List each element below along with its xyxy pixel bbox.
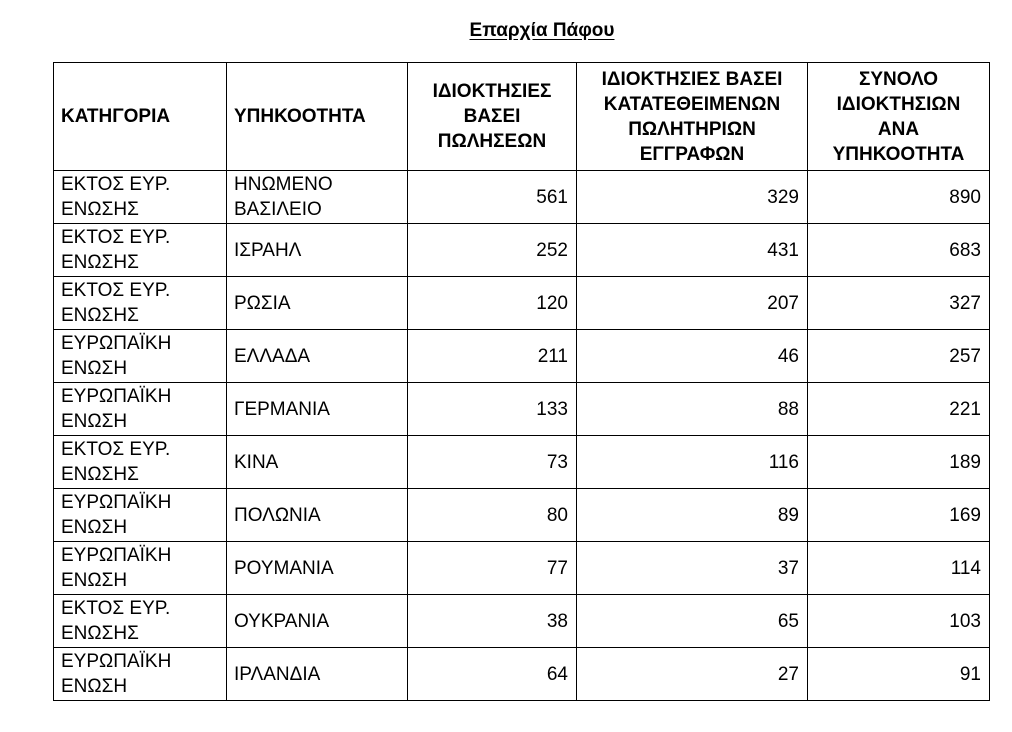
table-row (54, 595, 990, 648)
cell-sales: 73 (408, 436, 577, 489)
table-row (54, 171, 990, 224)
cell-category: ΕΥΡΩΠΑΪΚΗ ΕΝΩΣΗ (54, 648, 227, 701)
cell-total: 169 (808, 489, 990, 542)
cell-contracts: 329 (577, 171, 808, 224)
cell-total: 91 (808, 648, 990, 701)
cell-contracts: 37 (577, 542, 808, 595)
cell-total: 114 (808, 542, 990, 595)
cell-category: ΕΚΤΟΣ ΕΥΡ. ΕΝΩΣΗΣ (54, 277, 227, 330)
cell-sales: 77 (408, 542, 577, 595)
cell-nationality: ΙΡΛΑΝΔΙΑ (227, 648, 408, 701)
header-category: ΚΑΤΗΓΟΡΙΑ (54, 63, 227, 171)
cell-nationality: ΗΝΩΜΕΝΟ ΒΑΣΙΛΕΙΟ (227, 171, 408, 224)
cell-contracts: 431 (577, 224, 808, 277)
header-contracts: ΙΔΙΟΚΤΗΣΙΕΣ ΒΑΣΕΙ ΚΑΤΑΤΕΘΕΙΜΕΝΩΝ ΠΩΛΗΤΗΡΙΩΝ ΕΓΓΡΑΦΩΝ (577, 63, 808, 171)
cell-sales: 561 (408, 171, 577, 224)
cell-total: 221 (808, 383, 990, 436)
table-row (54, 224, 990, 277)
cell-nationality: ΙΣΡΑΗΛ (227, 224, 408, 277)
cell-category: ΕΚΤΟΣ ΕΥΡ. ΕΝΩΣΗΣ (54, 224, 227, 277)
table-row (54, 648, 990, 701)
cell-sales: 133 (408, 383, 577, 436)
cell-category: ΕΚΤΟΣ ΕΥΡ. ΕΝΩΣΗΣ (54, 595, 227, 648)
cell-category: ΕΥΡΩΠΑΪΚΗ ΕΝΩΣΗ (54, 383, 227, 436)
cell-total: 103 (808, 595, 990, 648)
cell-nationality: ΕΛΛΑΔΑ (227, 330, 408, 383)
cell-nationality: ΚΙΝΑ (227, 436, 408, 489)
cell-contracts: 207 (577, 277, 808, 330)
cell-contracts: 116 (577, 436, 808, 489)
cell-contracts: 27 (577, 648, 808, 701)
table-row (54, 436, 990, 489)
cell-sales: 252 (408, 224, 577, 277)
cell-total: 890 (808, 171, 990, 224)
cell-contracts: 88 (577, 383, 808, 436)
cell-contracts: 89 (577, 489, 808, 542)
cell-total: 327 (808, 277, 990, 330)
cell-nationality: ΡΟΥΜΑΝΙΑ (227, 542, 408, 595)
cell-category: ΕΥΡΩΠΑΪΚΗ ΕΝΩΣΗ (54, 489, 227, 542)
cell-category: ΕΥΡΩΠΑΪΚΗ ΕΝΩΣΗ (54, 330, 227, 383)
table-row (54, 277, 990, 330)
table-body (54, 171, 990, 701)
data-table (53, 62, 990, 701)
header-nationality: ΥΠΗΚΟΟΤΗΤΑ (227, 63, 408, 171)
cell-category: ΕΚΤΟΣ ΕΥΡ. ΕΝΩΣΗΣ (54, 436, 227, 489)
cell-nationality: ΡΩΣΙΑ (227, 277, 408, 330)
cell-total: 189 (808, 436, 990, 489)
table-row (54, 383, 990, 436)
cell-category: ΕΚΤΟΣ ΕΥΡ. ΕΝΩΣΗΣ (54, 171, 227, 224)
cell-category: ΕΥΡΩΠΑΪΚΗ ΕΝΩΣΗ (54, 542, 227, 595)
cell-sales: 64 (408, 648, 577, 701)
cell-contracts: 46 (577, 330, 808, 383)
cell-nationality: ΓΕΡΜΑΝΙΑ (227, 383, 408, 436)
table-row (54, 330, 990, 383)
cell-sales: 80 (408, 489, 577, 542)
header-total: ΣΥΝΟΛΟ ΙΔΙΟΚΤΗΣΙΩΝ ΑΝΑ ΥΠΗΚΟΟΤΗΤΑ (808, 63, 990, 171)
cell-sales: 120 (408, 277, 577, 330)
page-title: Επαρχία Πάφου (469, 20, 615, 41)
table-header-row (54, 63, 990, 171)
cell-sales: 211 (408, 330, 577, 383)
cell-total: 683 (808, 224, 990, 277)
cell-total: 257 (808, 330, 990, 383)
header-sales: ΙΔΙΟΚΤΗΣΙΕΣ ΒΑΣΕΙ ΠΩΛΗΣΕΩΝ (408, 63, 577, 171)
cell-contracts: 65 (577, 595, 808, 648)
table-row (54, 489, 990, 542)
table-row (54, 542, 990, 595)
cell-nationality: ΠΟΛΩΝΙΑ (227, 489, 408, 542)
cell-sales: 38 (408, 595, 577, 648)
cell-nationality: ΟΥΚΡΑΝΙΑ (227, 595, 408, 648)
